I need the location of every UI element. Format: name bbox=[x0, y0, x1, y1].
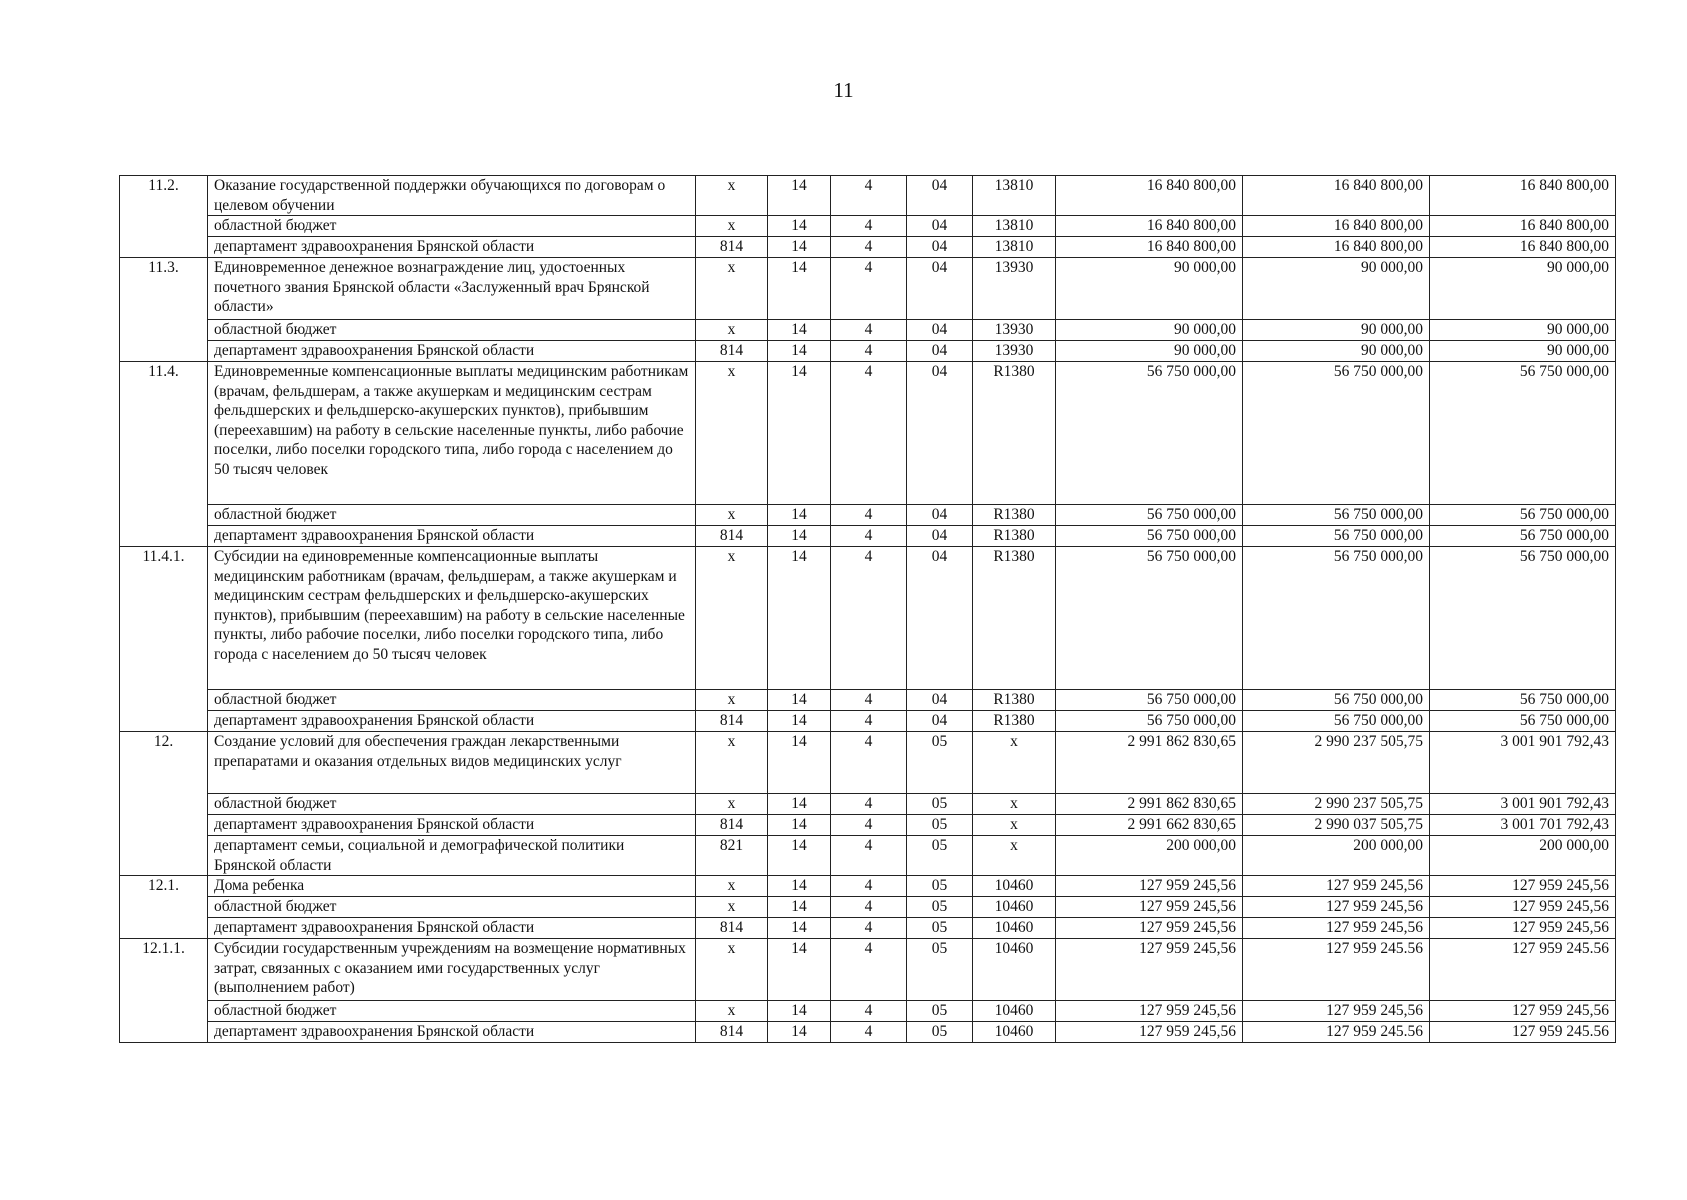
item-name-cell: областной бюджет bbox=[208, 505, 696, 526]
event-code-cell: 05 bbox=[907, 1001, 973, 1022]
item-number-cell: 12.1.1. bbox=[120, 939, 208, 1043]
item-name-cell: Создание условий для обеспечения граждан лекарственными препаратами и оказания отдельных видов медицинских услуг bbox=[208, 732, 696, 794]
subprogram-code-cell: 4 bbox=[831, 526, 907, 547]
event-code-cell: 04 bbox=[907, 711, 973, 732]
event-code-cell: 05 bbox=[907, 794, 973, 815]
admin-code-cell: х bbox=[696, 176, 768, 216]
amount-year3-cell: 56 750 000,00 bbox=[1430, 690, 1616, 711]
item-name-cell: департамент здравоохранения Брянской области bbox=[208, 711, 696, 732]
table-row bbox=[120, 237, 1616, 258]
amount-year3-cell: 56 750 000,00 bbox=[1430, 547, 1616, 690]
direction-code-cell: 10460 bbox=[973, 1001, 1056, 1022]
subprogram-code-cell: 4 bbox=[831, 939, 907, 1001]
subprogram-code-cell: 4 bbox=[831, 547, 907, 690]
table-row bbox=[120, 836, 1616, 876]
item-name-cell: Единовременное денежное вознаграждение лиц, удостоенных почетного звания Брянской области «Заслуженный врач Брянской области» bbox=[208, 258, 696, 320]
table-row bbox=[120, 505, 1616, 526]
subprogram-code-cell: 4 bbox=[831, 216, 907, 237]
item-number-cell: 12.1. bbox=[120, 876, 208, 939]
direction-code-cell: 13810 bbox=[973, 176, 1056, 216]
event-code-cell: 05 bbox=[907, 815, 973, 836]
program-code-cell: 14 bbox=[768, 1022, 831, 1043]
amount-year3-cell: 127 959 245,56 bbox=[1430, 876, 1616, 897]
direction-code-cell: 10460 bbox=[973, 1022, 1056, 1043]
table-row bbox=[120, 1001, 1616, 1022]
subprogram-code-cell: 4 bbox=[831, 505, 907, 526]
amount-year2-cell: 127 959 245,56 bbox=[1243, 876, 1430, 897]
table-row bbox=[120, 176, 1616, 216]
direction-code-cell: х bbox=[973, 732, 1056, 794]
subprogram-code-cell: 4 bbox=[831, 876, 907, 897]
event-code-cell: 05 bbox=[907, 939, 973, 1001]
item-name-cell: областной бюджет bbox=[208, 690, 696, 711]
admin-code-cell: 814 bbox=[696, 237, 768, 258]
program-code-cell: 14 bbox=[768, 897, 831, 918]
table-row bbox=[120, 732, 1616, 794]
program-code-cell: 14 bbox=[768, 237, 831, 258]
amount-year3-cell: 90 000,00 bbox=[1430, 341, 1616, 362]
item-name-cell: департамент здравоохранения Брянской области bbox=[208, 1022, 696, 1043]
item-name-cell: департамент здравоохранения Брянской области bbox=[208, 526, 696, 547]
amount-year1-cell: 2 991 662 830,65 bbox=[1056, 815, 1243, 836]
amount-year2-cell: 90 000,00 bbox=[1243, 320, 1430, 341]
table-row bbox=[120, 216, 1616, 237]
amount-year3-cell: 3 001 901 792,43 bbox=[1430, 732, 1616, 794]
amount-year1-cell: 127 959 245,56 bbox=[1056, 918, 1243, 939]
event-code-cell: 05 bbox=[907, 732, 973, 794]
amount-year2-cell: 56 750 000,00 bbox=[1243, 505, 1430, 526]
direction-code-cell: R1380 bbox=[973, 362, 1056, 505]
amount-year3-cell: 90 000,00 bbox=[1430, 258, 1616, 320]
event-code-cell: 05 bbox=[907, 918, 973, 939]
admin-code-cell: х bbox=[696, 505, 768, 526]
amount-year1-cell: 2 991 862 830,65 bbox=[1056, 732, 1243, 794]
amount-year1-cell: 200 000,00 bbox=[1056, 836, 1243, 876]
admin-code-cell: х bbox=[696, 216, 768, 237]
amount-year3-cell: 127 959 245,56 bbox=[1430, 1001, 1616, 1022]
event-code-cell: 04 bbox=[907, 216, 973, 237]
event-code-cell: 05 bbox=[907, 836, 973, 876]
program-code-cell: 14 bbox=[768, 547, 831, 690]
direction-code-cell: 10460 bbox=[973, 939, 1056, 1001]
amount-year1-cell: 127 959 245,56 bbox=[1056, 1022, 1243, 1043]
budget-table bbox=[119, 175, 1616, 1043]
subprogram-code-cell: 4 bbox=[831, 237, 907, 258]
table-row bbox=[120, 362, 1616, 505]
admin-code-cell: х bbox=[696, 362, 768, 505]
direction-code-cell: 13930 bbox=[973, 341, 1056, 362]
amount-year3-cell: 56 750 000,00 bbox=[1430, 526, 1616, 547]
item-name-cell: департамент здравоохранения Брянской области bbox=[208, 918, 696, 939]
event-code-cell: 04 bbox=[907, 362, 973, 505]
amount-year2-cell: 127 959 245.56 bbox=[1243, 1022, 1430, 1043]
amount-year3-cell: 56 750 000,00 bbox=[1430, 505, 1616, 526]
amount-year2-cell: 127 959 245,56 bbox=[1243, 1001, 1430, 1022]
program-code-cell: 14 bbox=[768, 362, 831, 505]
amount-year1-cell: 2 991 862 830,65 bbox=[1056, 794, 1243, 815]
admin-code-cell: х bbox=[696, 258, 768, 320]
admin-code-cell: х bbox=[696, 876, 768, 897]
amount-year3-cell: 56 750 000,00 bbox=[1430, 711, 1616, 732]
amount-year3-cell: 16 840 800,00 bbox=[1430, 176, 1616, 216]
table-row bbox=[120, 341, 1616, 362]
direction-code-cell: х bbox=[973, 794, 1056, 815]
subprogram-code-cell: 4 bbox=[831, 836, 907, 876]
program-code-cell: 14 bbox=[768, 711, 831, 732]
item-name-cell: областной бюджет bbox=[208, 1001, 696, 1022]
subprogram-code-cell: 4 bbox=[831, 258, 907, 320]
direction-code-cell: 13930 bbox=[973, 320, 1056, 341]
program-code-cell: 14 bbox=[768, 341, 831, 362]
item-name-cell: областной бюджет bbox=[208, 897, 696, 918]
amount-year3-cell: 16 840 800,00 bbox=[1430, 237, 1616, 258]
event-code-cell: 04 bbox=[907, 320, 973, 341]
event-code-cell: 04 bbox=[907, 526, 973, 547]
table-row bbox=[120, 794, 1616, 815]
item-name-cell: Оказание государственной поддержки обучающихся по договорам о целевом обучении bbox=[208, 176, 696, 216]
subprogram-code-cell: 4 bbox=[831, 794, 907, 815]
direction-code-cell: R1380 bbox=[973, 526, 1056, 547]
admin-code-cell: х bbox=[696, 732, 768, 794]
admin-code-cell: 814 bbox=[696, 341, 768, 362]
page-number: 11 bbox=[833, 78, 854, 102]
amount-year2-cell: 16 840 800,00 bbox=[1243, 216, 1430, 237]
table-row bbox=[120, 1022, 1616, 1043]
amount-year2-cell: 56 750 000,00 bbox=[1243, 362, 1430, 505]
table-row bbox=[120, 258, 1616, 320]
item-number-cell: 12. bbox=[120, 732, 208, 876]
amount-year1-cell: 56 750 000,00 bbox=[1056, 505, 1243, 526]
amount-year2-cell: 56 750 000,00 bbox=[1243, 690, 1430, 711]
item-name-cell: департамент здравоохранения Брянской области bbox=[208, 341, 696, 362]
admin-code-cell: 814 bbox=[696, 1022, 768, 1043]
item-name-cell: областной бюджет bbox=[208, 320, 696, 341]
amount-year3-cell: 127 959 245,56 bbox=[1430, 897, 1616, 918]
program-code-cell: 14 bbox=[768, 690, 831, 711]
program-code-cell: 14 bbox=[768, 505, 831, 526]
direction-code-cell: R1380 bbox=[973, 547, 1056, 690]
admin-code-cell: 814 bbox=[696, 815, 768, 836]
amount-year1-cell: 16 840 800,00 bbox=[1056, 216, 1243, 237]
amount-year2-cell: 127 959 245.56 bbox=[1243, 939, 1430, 1001]
table-row bbox=[120, 690, 1616, 711]
program-code-cell: 14 bbox=[768, 1001, 831, 1022]
direction-code-cell: 10460 bbox=[973, 876, 1056, 897]
direction-code-cell: R1380 bbox=[973, 711, 1056, 732]
amount-year3-cell: 3 001 901 792,43 bbox=[1430, 794, 1616, 815]
subprogram-code-cell: 4 bbox=[831, 320, 907, 341]
item-number-cell: 11.4.1. bbox=[120, 547, 208, 732]
program-code-cell: 14 bbox=[768, 320, 831, 341]
subprogram-code-cell: 4 bbox=[831, 176, 907, 216]
amount-year2-cell: 90 000,00 bbox=[1243, 341, 1430, 362]
amount-year1-cell: 127 959 245,56 bbox=[1056, 876, 1243, 897]
event-code-cell: 04 bbox=[907, 176, 973, 216]
direction-code-cell: R1380 bbox=[973, 690, 1056, 711]
amount-year1-cell: 56 750 000,00 bbox=[1056, 690, 1243, 711]
direction-code-cell: 10460 bbox=[973, 918, 1056, 939]
item-name-cell: департамент здравоохранения Брянской области bbox=[208, 237, 696, 258]
program-code-cell: 14 bbox=[768, 258, 831, 320]
event-code-cell: 05 bbox=[907, 897, 973, 918]
program-code-cell: 14 bbox=[768, 939, 831, 1001]
admin-code-cell: х bbox=[696, 897, 768, 918]
admin-code-cell: 814 bbox=[696, 526, 768, 547]
program-code-cell: 14 bbox=[768, 918, 831, 939]
subprogram-code-cell: 4 bbox=[831, 1001, 907, 1022]
table-row bbox=[120, 711, 1616, 732]
subprogram-code-cell: 4 bbox=[831, 732, 907, 794]
amount-year3-cell: 3 001 701 792,43 bbox=[1430, 815, 1616, 836]
amount-year1-cell: 16 840 800,00 bbox=[1056, 237, 1243, 258]
subprogram-code-cell: 4 bbox=[831, 711, 907, 732]
amount-year3-cell: 90 000,00 bbox=[1430, 320, 1616, 341]
admin-code-cell: х bbox=[696, 690, 768, 711]
admin-code-cell: 814 bbox=[696, 918, 768, 939]
program-code-cell: 14 bbox=[768, 732, 831, 794]
event-code-cell: 04 bbox=[907, 258, 973, 320]
table-row bbox=[120, 876, 1616, 897]
amount-year2-cell: 127 959 245,56 bbox=[1243, 918, 1430, 939]
table-row bbox=[120, 526, 1616, 547]
subprogram-code-cell: 4 bbox=[831, 897, 907, 918]
program-code-cell: 14 bbox=[768, 815, 831, 836]
table-row bbox=[120, 815, 1616, 836]
table-row bbox=[120, 320, 1616, 341]
item-name-cell: областной бюджет bbox=[208, 794, 696, 815]
amount-year3-cell: 127 959 245.56 bbox=[1430, 939, 1616, 1001]
amount-year1-cell: 56 750 000,00 bbox=[1056, 711, 1243, 732]
table-row bbox=[120, 897, 1616, 918]
subprogram-code-cell: 4 bbox=[831, 1022, 907, 1043]
subprogram-code-cell: 4 bbox=[831, 690, 907, 711]
item-number-cell: 11.3. bbox=[120, 258, 208, 362]
amount-year3-cell: 16 840 800,00 bbox=[1430, 216, 1616, 237]
amount-year2-cell: 127 959 245,56 bbox=[1243, 897, 1430, 918]
amount-year1-cell: 56 750 000,00 bbox=[1056, 547, 1243, 690]
amount-year1-cell: 90 000,00 bbox=[1056, 341, 1243, 362]
event-code-cell: 04 bbox=[907, 505, 973, 526]
event-code-cell: 04 bbox=[907, 341, 973, 362]
amount-year3-cell: 127 959 245.56 bbox=[1430, 1022, 1616, 1043]
admin-code-cell: х bbox=[696, 320, 768, 341]
amount-year3-cell: 56 750 000,00 bbox=[1430, 362, 1616, 505]
subprogram-code-cell: 4 bbox=[831, 362, 907, 505]
direction-code-cell: 10460 bbox=[973, 897, 1056, 918]
direction-code-cell: х bbox=[973, 836, 1056, 876]
item-number-cell: 11.2. bbox=[120, 176, 208, 258]
amount-year3-cell: 200 000,00 bbox=[1430, 836, 1616, 876]
amount-year3-cell: 127 959 245,56 bbox=[1430, 918, 1616, 939]
direction-code-cell: 13810 bbox=[973, 237, 1056, 258]
event-code-cell: 04 bbox=[907, 237, 973, 258]
amount-year1-cell: 127 959 245,56 bbox=[1056, 897, 1243, 918]
amount-year1-cell: 56 750 000,00 bbox=[1056, 362, 1243, 505]
admin-code-cell: 821 bbox=[696, 836, 768, 876]
amount-year2-cell: 16 840 800,00 bbox=[1243, 237, 1430, 258]
event-code-cell: 04 bbox=[907, 690, 973, 711]
amount-year1-cell: 56 750 000,00 bbox=[1056, 526, 1243, 547]
item-number-cell: 11.4. bbox=[120, 362, 208, 547]
item-name-cell: Субсидии государственным учреждениям на возмещение нормативных затрат, связанных с оказанием ими государственных услуг (выполнением работ) bbox=[208, 939, 696, 1001]
subprogram-code-cell: 4 bbox=[831, 815, 907, 836]
program-code-cell: 14 bbox=[768, 216, 831, 237]
admin-code-cell: х bbox=[696, 1001, 768, 1022]
amount-year2-cell: 2 990 237 505,75 bbox=[1243, 794, 1430, 815]
table-row bbox=[120, 939, 1616, 1001]
table-row bbox=[120, 547, 1616, 690]
item-name-cell: Единовременные компенсационные выплаты медицинским работникам (врачам, фельдшерам, а также акушеркам и медицинским сестрам фельдшерских и фельдшерско-акушерских пунктов), прибывшим (переехавшим) на работу в сельские населенные пункты, либо рабочие поселки, либо поселки городского типа, либо города с населением до 50 тысяч человек bbox=[208, 362, 696, 505]
direction-code-cell: 13930 bbox=[973, 258, 1056, 320]
amount-year2-cell: 56 750 000,00 bbox=[1243, 547, 1430, 690]
program-code-cell: 14 bbox=[768, 794, 831, 815]
direction-code-cell: х bbox=[973, 815, 1056, 836]
subprogram-code-cell: 4 bbox=[831, 341, 907, 362]
table-row bbox=[120, 918, 1616, 939]
amount-year1-cell: 90 000,00 bbox=[1056, 320, 1243, 341]
amount-year2-cell: 56 750 000,00 bbox=[1243, 711, 1430, 732]
item-name-cell: департамент семьи, социальной и демографической политики Брянской области bbox=[208, 836, 696, 876]
amount-year1-cell: 127 959 245,56 bbox=[1056, 939, 1243, 1001]
admin-code-cell: х bbox=[696, 939, 768, 1001]
event-code-cell: 04 bbox=[907, 547, 973, 690]
amount-year1-cell: 16 840 800,00 bbox=[1056, 176, 1243, 216]
program-code-cell: 14 bbox=[768, 526, 831, 547]
amount-year2-cell: 200 000,00 bbox=[1243, 836, 1430, 876]
program-code-cell: 14 bbox=[768, 176, 831, 216]
event-code-cell: 05 bbox=[907, 876, 973, 897]
amount-year2-cell: 56 750 000,00 bbox=[1243, 526, 1430, 547]
admin-code-cell: х bbox=[696, 794, 768, 815]
amount-year2-cell: 16 840 800,00 bbox=[1243, 176, 1430, 216]
item-name-cell: Субсидии на единовременные компенсационные выплаты медицинским работникам (врачам, фельдшерам, а также акушеркам и медицинским сестрам фельдшерских и фельдшерско-акушерских пунктов), прибывшим (переехавшим) на работу в сельские населенные пункты, либо рабочие поселки, либо поселки городского типа, либо города с населением до 50 тысяч человек bbox=[208, 547, 696, 690]
amount-year2-cell: 90 000,00 bbox=[1243, 258, 1430, 320]
subprogram-code-cell: 4 bbox=[831, 918, 907, 939]
program-code-cell: 14 bbox=[768, 836, 831, 876]
item-name-cell: областной бюджет bbox=[208, 216, 696, 237]
amount-year1-cell: 90 000,00 bbox=[1056, 258, 1243, 320]
event-code-cell: 05 bbox=[907, 1022, 973, 1043]
item-name-cell: Дома ребенка bbox=[208, 876, 696, 897]
budget-table-body bbox=[120, 176, 1616, 1043]
amount-year2-cell: 2 990 037 505,75 bbox=[1243, 815, 1430, 836]
direction-code-cell: 13810 bbox=[973, 216, 1056, 237]
admin-code-cell: 814 bbox=[696, 711, 768, 732]
program-code-cell: 14 bbox=[768, 876, 831, 897]
amount-year1-cell: 127 959 245,56 bbox=[1056, 1001, 1243, 1022]
direction-code-cell: R1380 bbox=[973, 505, 1056, 526]
item-name-cell: департамент здравоохранения Брянской области bbox=[208, 815, 696, 836]
amount-year2-cell: 2 990 237 505,75 bbox=[1243, 732, 1430, 794]
admin-code-cell: х bbox=[696, 547, 768, 690]
